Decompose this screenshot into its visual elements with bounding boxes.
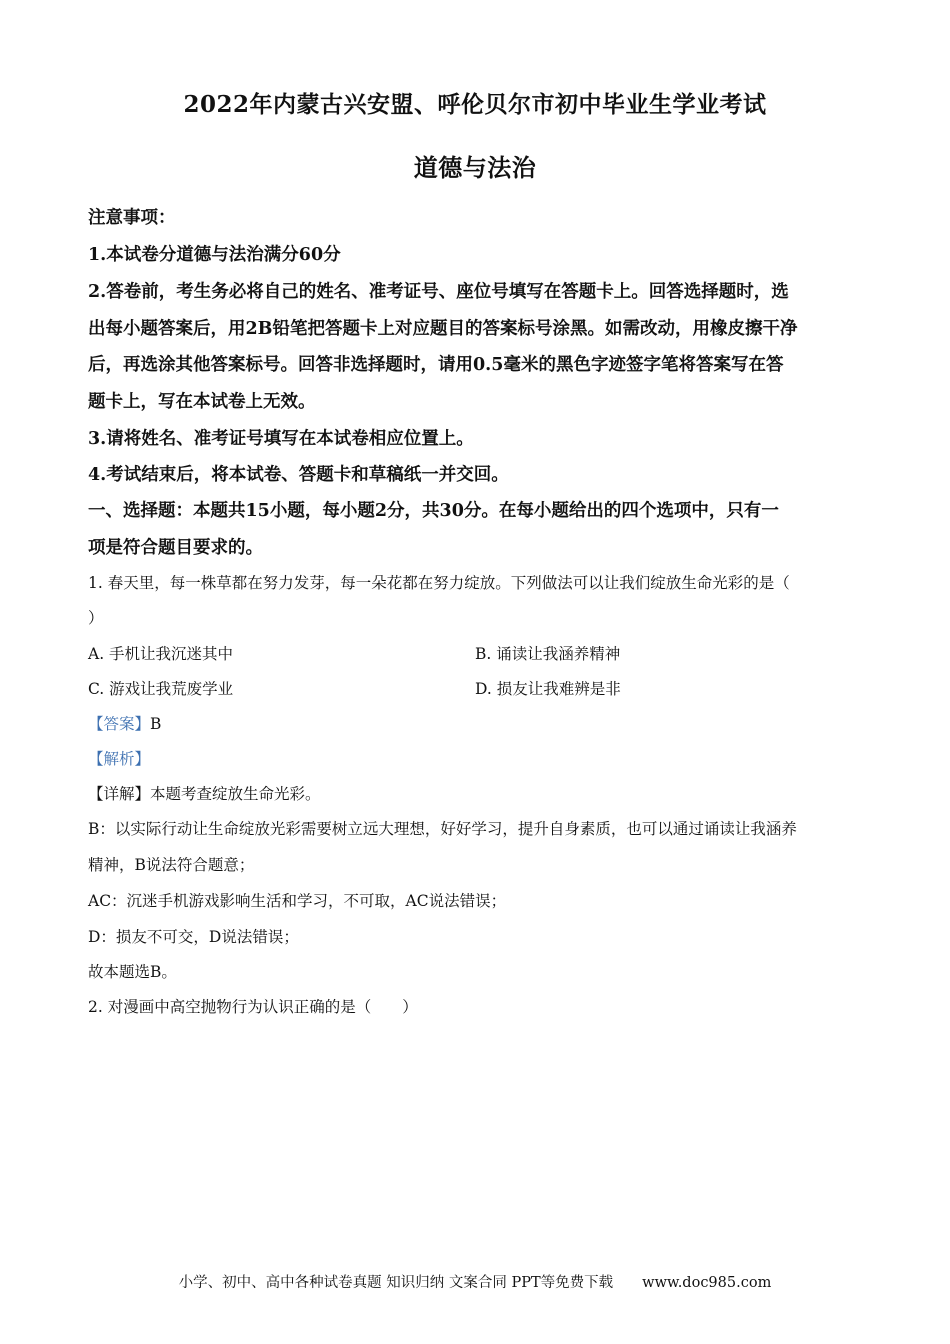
note-item-3: 3.请将姓名、准考证号填写在本试卷相应位置上。	[88, 429, 474, 449]
explanation-line-1: B：以实际行动让生命绽放光彩需要树立远大理想，好好学习，提升自身素质，也可以通过诵读让我涵养	[88, 820, 797, 838]
question-1-option-a: A. 手机让我沉迷其中	[88, 645, 234, 663]
note-item-2-line-2: 出每小题答案后，用2B铅笔把答题卡上对应题目的答案标号涂黑。如需改动，用橡皮擦干净	[88, 319, 798, 339]
notes-heading: 注意事项：	[88, 208, 176, 228]
page-footer: 小学、初中、高中各种试卷真题 知识归纳 文案合同 PPT等免费下载 www.doc985.com	[178, 1275, 772, 1291]
explanation-line-5: 故本题选B。	[88, 963, 177, 981]
question-1-option-c: C. 游戏让我荒废学业	[88, 680, 234, 698]
note-item-1: 1.本试卷分道德与法治满分60分	[88, 245, 341, 265]
answer-value: B	[150, 715, 162, 733]
answer-tag: 【答案】	[88, 715, 151, 733]
note-item-2-line-3: 后，再选涂其他答案标号。回答非选择题时，请用0.5毫米的黑色字迹签字笔将答案写在答	[88, 355, 784, 375]
exam-title: 2022年内蒙古兴安盟、呼伦贝尔市初中毕业生学业考试	[183, 91, 767, 118]
explanation-line-4: D：损友不可交，D说法错误；	[88, 928, 299, 946]
question-1-option-d: D. 损友让我难辨是非	[475, 680, 621, 698]
question-1-stem-line-2: ）	[88, 609, 104, 627]
note-item-2-line-4: 题卡上，写在本试卷上无效。	[88, 392, 316, 412]
section-heading-line-1: 一、选择题：本题共15小题，每小题2分，共30分。在每小题给出的四个选项中，只有一	[88, 501, 779, 521]
question-1-stem-line-1: 1. 春天里，每一株草都在努力发芽，每一朵花都在努力绽放。下列做法可以让我们绽放生命光彩的是（	[88, 574, 790, 592]
question-1-option-b: B. 诵读让我涵养精神	[475, 645, 621, 663]
question-2-stem: 2. 对漫画中高空抛物行为认识正确的是（ ）	[88, 998, 418, 1016]
section-heading-line-2: 项是符合题目要求的。	[88, 538, 263, 558]
note-item-2-line-1: 2.答卷前，考生务必将自己的姓名、准考证号、座位号填写在答题卡上。回答选择题时，选	[88, 282, 789, 302]
analysis-tag: 【解析】	[88, 750, 151, 768]
explanation-line-3: AC：沉迷手机游戏影响生活和学习，不可取，AC说法错误；	[88, 892, 507, 910]
explanation-line-2: 精神，B说法符合题意；	[88, 856, 255, 874]
subject-title: 道德与法治	[413, 153, 537, 182]
detail-line: 【详解】本题考查绽放生命光彩。	[88, 785, 321, 803]
answer-line	[88, 712, 161, 734]
note-item-4: 4.考试结束后，将本试卷、答题卡和草稿纸一并交回。	[88, 465, 509, 485]
